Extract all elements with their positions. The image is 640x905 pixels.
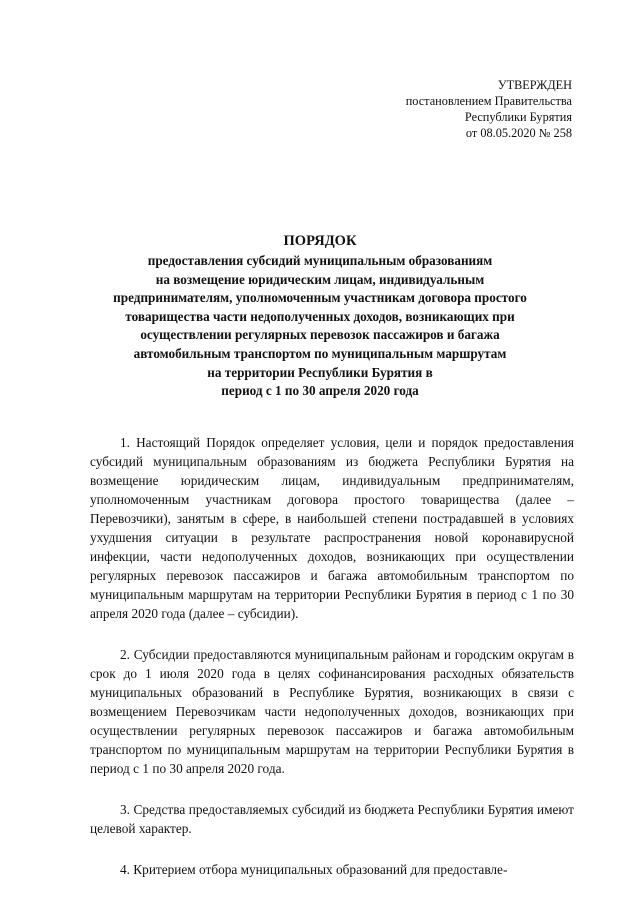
subtitle-line: автомобильным транспортом по муниципальным маршрутам: [133, 345, 507, 361]
document-subtitle: [70, 252, 570, 401]
paragraph-3: 3. Средства предоставляемых субсидий из бюджета Республики Бурятия имеют целевой характер.: [90, 802, 574, 836]
paragraph-2: 2. Субсидии предоставляются муниципальным районам и городским округам в срок до 1 июля 2020 года в целях софинансирования расходных обязательств муниципальных образований в Республике Бурятия, возникающих в связи с возмещением Перевозчикам части недополученных доходов, возникающих при осуществлении регулярных перевозок пассажиров и багажа автомобильным транспортом по муниципальным маршрутам на территории Республики Бурятия в период с 1 по 30 апреля 2020 года.: [90, 647, 574, 776]
subtitle-line: период с 1 по 30 апреля 2020 года: [221, 383, 419, 399]
approval-stamp: [406, 77, 572, 141]
subtitle-line: на территории Республики Бурятия в: [207, 364, 433, 380]
subtitle-line: предпринимателям, уполномоченным участникам договора простого: [113, 290, 527, 306]
subtitle-line: предоставления субсидий муниципальным образованиям: [147, 253, 493, 268]
subtitle-line: осуществлении регулярных перевозок пассажиров и багажа: [140, 327, 500, 343]
approval-republic: Республики Бурятия: [464, 110, 572, 124]
title-block: [70, 232, 570, 401]
paragraph-4: 4. Критерием отбора муниципальных образований для предоставле-: [120, 862, 508, 877]
subtitle-line: на возмещение юридическим лицам, индивидуальным: [155, 271, 485, 287]
document-body: [90, 433, 574, 901]
paragraph-1: 1. Настоящий Порядок определяет условия, цели и порядок предоставления субсидий муниципальным образованиям из бюджета Республики Бурятия на возмещение юридическим лицам, индивидуальным предпринимателям, уполномоченным участникам договора простого товарищества (далее – Перевозчики), занятым в сфере, в наибольшей степени пострадавшей в условиях ухудшения ситуации в результате распространения новой коронавирусной инфекции, части недополученных доходов, возникающих при осуществлении регулярных перевозок пассажиров и багажа автомобильным транспортом по муниципальным маршрутам на территории Республики Бурятия в период с 1 по 30 апреля 2020 года (далее – субсидии).: [90, 435, 574, 621]
subtitle-line: товарищества части недополученных доходов, возникающих при: [125, 308, 515, 324]
approval-issuer: постановлением Правительства: [405, 94, 572, 108]
document-title: ПОРЯДОК: [283, 233, 357, 249]
approval-date-number: от 08.05.2020 № 258: [465, 126, 572, 140]
approval-heading: УТВЕРЖДЕН: [497, 78, 572, 92]
